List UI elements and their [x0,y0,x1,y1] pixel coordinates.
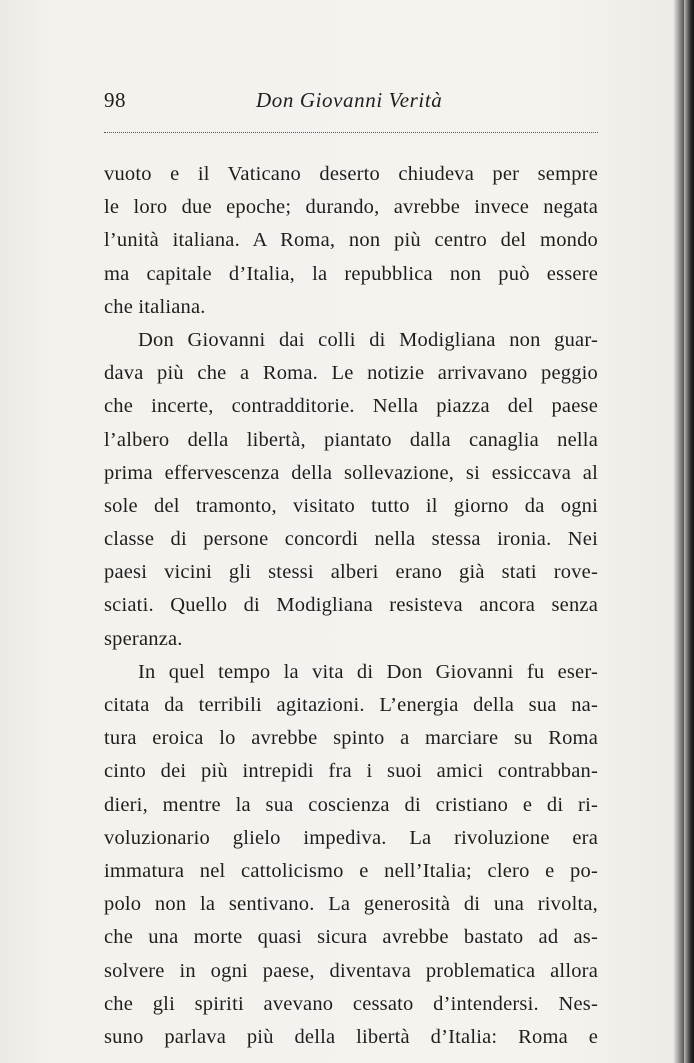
text-line: In quel tempo la vita di Don Giovanni fu eser- [138,660,598,683]
text-line: sole del tramonto, visitato tutto il giorno da ogni [104,494,598,517]
text-line: polo non la sentivano. La generosità di una rivolta, [104,893,598,916]
text-line: che gli spiriti avevano cessato d’intendersi. Nes- [104,992,598,1015]
text-line: citata da terribili agitazioni. L’energia della sua na- [104,694,598,716]
header-rule [104,132,598,133]
text-line: tura eroica lo avrebbe spinto a marciare su Roma [104,727,598,750]
text-line: cinto dei più intrepidi fra i suoi amici contrabban- [104,760,598,783]
text-line: prima effervescenza della sollevazione, si essiccava al [104,461,598,484]
text-line: sciati. Quello di Modigliana resisteva ancora senza [104,594,598,617]
page-number: 98 [104,88,126,112]
text-line: classe di persone concordi nella stessa ironia. Nei [104,528,598,551]
text-line: dava più che a Roma. Le notizie arrivavano peggio [104,362,598,385]
text-line: solvere in ogni paese, diventava problematica allora [104,959,598,982]
text-line: speranza. [104,627,183,650]
text-line: dieri, mentre la sua coscienza di cristiano e di ri- [104,793,598,816]
page-header [104,88,598,118]
text-line: ma capitale d’Italia, la repubblica non può essere [104,262,598,285]
body-text [104,158,598,1054]
text-line: l’albero della libertà, piantato dalla canaglia nella [104,428,598,451]
text-line: che una morte quasi sicura avrebbe bastato ad as- [104,926,598,949]
text-line: che incerte, contradditorie. Nella piazza del paese [104,395,598,418]
running-title: Don Giovanni Verità [256,88,443,112]
text-line: suno parlava più della libertà d’Italia: Roma e [104,1025,598,1048]
text-line: Don Giovanni dai colli di Modigliana non guar- [138,328,598,351]
text-line: paesi vicini gli stessi alberi erano già stati rove- [104,561,598,584]
text-line: vuoto e il Vaticano deserto chiudeva per sempre [104,163,598,185]
text-line: immatura nel cattolicismo e nell’Italia; clero e po- [104,859,598,882]
text-line: le loro due epoche; durando, avrebbe invece negata [104,196,598,219]
text-line: voluzionario glielo impediva. La rivoluzione era [104,826,598,849]
text-line: che italiana. [104,295,206,318]
text-line: l’unità italiana. A Roma, non più centro del mondo [104,229,598,252]
book-spine-shadow [684,0,694,1063]
